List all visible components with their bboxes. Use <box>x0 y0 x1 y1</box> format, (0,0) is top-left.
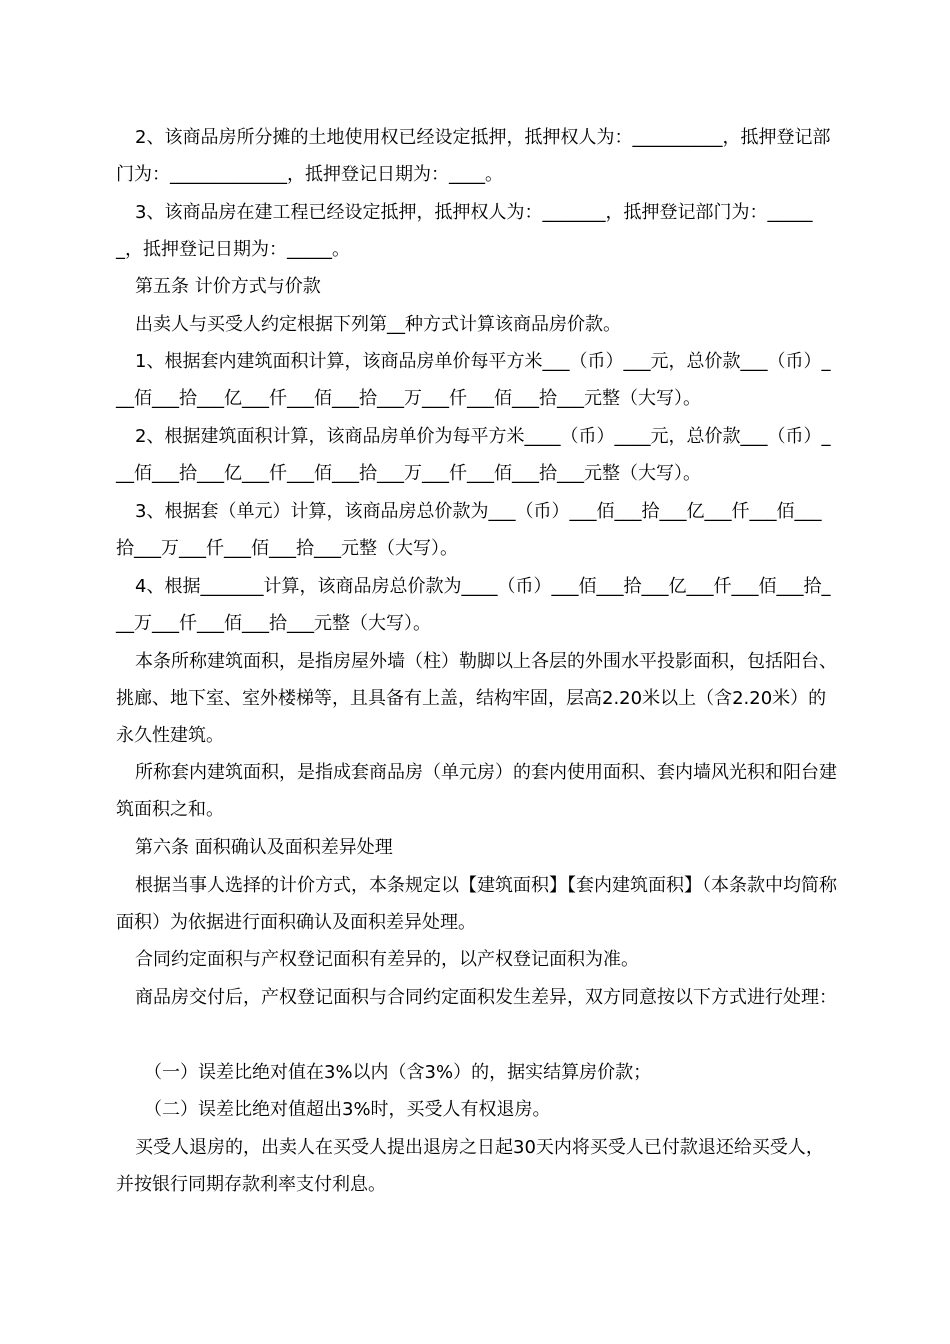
clause-5-option-2: 2、根据建筑面积计算，该商品房单价为每平方米____（币）____元，总价款___（币）___佰___拾___亿___仟___佰___拾___万___仟___佰___拾___元整（大写）。 <box>116 426 831 484</box>
section-heading-article-6: 第六条 面积确认及面积差异处理 <box>135 837 393 858</box>
clause-5-intro: 出卖人与买受人约定根据下列第__种方式计算该商品房价款。 <box>135 314 621 335</box>
clause-5-option-3: 3、根据套（单元）计算，该商品房总价款为___（币）___佰___拾___亿___仟___佰___拾___万___仟___佰___拾___元整（大写）。 <box>116 501 822 559</box>
clause-4-item-2: 2、该商品房所分摊的土地使用权已经设定抵押，抵押权人为：__________，抵押登记部门为：_____________，抵押登记日期为：____。 <box>116 127 831 185</box>
clause-6-rule-2: （二）误差比绝对值超出3%时，买受人有权退房。 <box>144 1099 551 1120</box>
inner-area-definition: 所称套内建筑面积，是指成套商品房（单元房）的套内使用面积、套内墙风光积和阳台建筑面积之和。 <box>116 762 837 820</box>
building-area-definition: 本条所称建筑面积，是指房屋外墙（柱）勒脚以上各层的外围水平投影面积，包括阳台、挑廊、地下室、室外楼梯等，且具备有上盖，结构牢固，层高2.20米以上（含2.20米）的永久性建筑。 <box>116 651 837 746</box>
clause-5-option-4: 4、根据_______计算，该商品房总价款为____（币）___佰___拾___亿___仟___佰___拾___万___仟___佰___拾___元整（大写）。 <box>116 576 831 634</box>
clause-6-refund: 买受人退房的，出卖人在买受人提出退房之日起30天内将买受人已付款退还给买受人，并按银行同期存款利率支付利息。 <box>116 1137 824 1195</box>
section-heading-article-5: 第五条 计价方式与价款 <box>135 276 321 297</box>
clause-6-difference: 商品房交付后，产权登记面积与合同约定面积发生差异，双方同意按以下方式进行处理： <box>135 987 837 1008</box>
clause-4-item-3: 3、该商品房在建工程已经设定抵押，抵押权人为：_______，抵押登记部门为：______，抵押登记日期为：_____。 <box>116 202 813 260</box>
clause-6-registered-area: 合同约定面积与产权登记面积有差异的，以产权登记面积为准。 <box>135 949 639 970</box>
clause-6-rule-1: （一）误差比绝对值在3%以内（含3%）的，据实结算房价款； <box>144 1062 652 1083</box>
clause-5-option-1: 1、根据套内建筑面积计算，该商品房单价每平方米___（币）___元，总价款___（币）___佰___拾___亿___仟___佰___拾___万___仟___佰___拾___元整（大写）。 <box>116 351 831 409</box>
clause-6-basis: 根据当事人选择的计价方式，本条规定以【建筑面积】【套内建筑面积】（本条款中均简称面积）为依据进行面积确认及面积差异处理。 <box>116 875 837 933</box>
